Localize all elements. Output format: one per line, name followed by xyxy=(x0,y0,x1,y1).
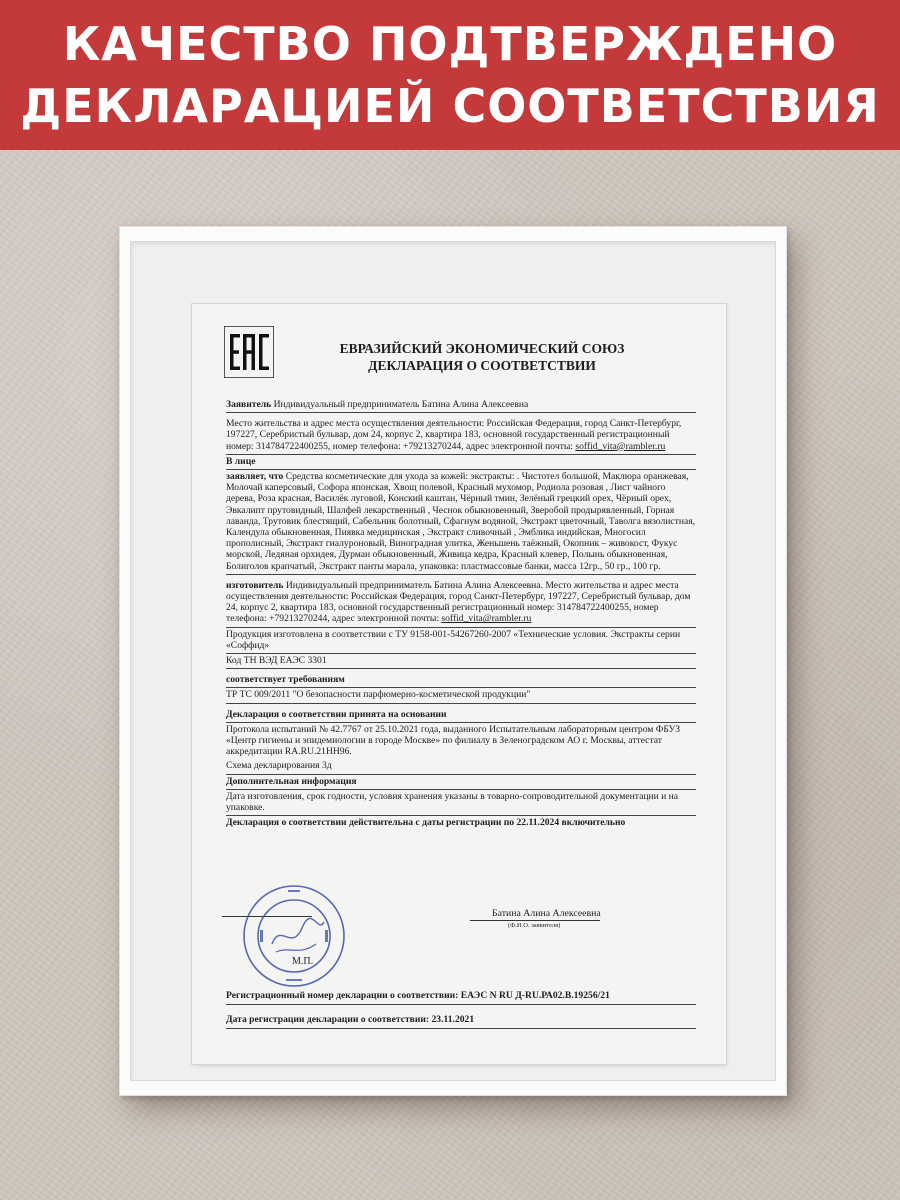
eac-logo-icon xyxy=(224,326,274,378)
registration-number-underline xyxy=(226,1004,696,1005)
additional-value: Дата изготовления, срок годности, условия хранения указаны в товарно-сопроводительной документации и на упаковке. xyxy=(226,790,696,816)
address-text: Место жительства и адрес места осуществления деятельности: Российская Федерация, город Санкт-Петербург, 197227, Серебристый бульвар, дом 24, корпус 2, квартира 183, основной государственный регистрационный номер: 314784722400255, номер телефона: +79213270244, адрес электронной почты: xyxy=(226,418,682,452)
declares-label: заявляет, что xyxy=(226,471,284,483)
additional-label: Дополнительная информация xyxy=(226,775,696,790)
applicant-row xyxy=(226,398,696,413)
validity-row: Декларация о соответствии действительна с даты регистрации по 22.11.2024 включительно xyxy=(226,817,626,829)
registration-date: Дата регистрации декларации о соответствии: 23.11.2021 xyxy=(226,1014,475,1025)
signature-area xyxy=(192,882,726,972)
basis-value: Протокола испытаний № 42.7767 от 25.10.2021 года, выданного Испытательным лабораторным центром ФБУЗ «Центр гигиены и эпидемиологии в городе Москве» по филиалу в Зеленоградском АО г. Москвы, аттестат аккредитации RA.RU.21НН96. xyxy=(226,723,681,758)
produced-per-text: Продукция изготовлена в соответствии с ТУ 9158-001-54267260-2007 «Технические условия. Экстракты серии «Соффид» xyxy=(226,628,681,651)
product-description: Средства косметические для ухода за кожей: экстракты: . Чистотел большой, Маклюра оранжевая, Молочай каперсовый, Софора японская, Хвощ полевой, Красный мухомор, Родиола розовая , Лист чайного дерева, Роза красная, Василёк луговой, Конский каштан, Чёрный тмин, Зелёный грецкий орех, Чёрный орех, Эвкалипт прутовидный, Шалфей лекарственный , Чеснок обыкновенный, Зверобой продырявленный, Горная лаванда, Трутовик блестящий, Сабельник болотный, Сфагнум водяной, Экстракт цветочный, Таволга вязолистная, Календула обыкновенная, Пиявка медицинская , Экстракт сливочный , Эмблика индийская, Многосил прополисный, Экстракт гиалуроновый, Виноградная улитка, Женьшень таёжный, Окопник – живокост, Фукус морской, Ледяная орхидея, Дурман обыкновенный, Живица кедра, Красный клевер, Полынь обыкновенная, Болиголов крапчатый, Экстракт панты марала, упаковка: пластмассовые банки, масса 12гр., 50 гр., 100 гр. xyxy=(226,471,696,572)
manufacturer-email: soffid_vita@rambler.ru xyxy=(441,613,532,625)
address-row xyxy=(226,417,696,455)
document-header xyxy=(282,340,682,374)
union-title: ЕВРАЗИЙСКИЙ ЭКОНОМИЧЕСКИЙ СОЮЗ xyxy=(339,341,625,356)
manufacturer-value: Индивидуальный предприниматель Батина Алина Алексеевна. Место жительства и адрес места осуществления деятельности: Российская Федерация, город Санкт-Петербург, 197227, Серебристый бульвар, дом 24, корпус 2, квартира 183, основной государственный регистрационный номер: 314784722400255, номер телефона: +79213270244, адрес электронной почты: xyxy=(226,579,691,625)
banner-title-line-1: КАЧЕСТВО ПОДТВЕРЖДЕНО xyxy=(62,17,838,71)
applicant-value: Индивидуальный предприниматель Батина Алина Алексеевна xyxy=(273,399,529,410)
manufacturer-row xyxy=(226,579,696,628)
stamp-mark: М.П. xyxy=(292,956,314,967)
declaration-document xyxy=(192,304,726,1064)
picture-frame xyxy=(119,226,787,1096)
signer-caption: (Ф.И.О. заявителя) xyxy=(508,922,561,929)
declaration-body xyxy=(226,398,696,831)
signer-underline xyxy=(470,920,600,921)
manufacturer-label: изготовитель xyxy=(226,579,284,591)
complies-value: ТР ТС 009/2011 "О безопасности парфюмерно-косметической продукции" xyxy=(226,688,696,703)
banner-title-line-2: ДЕКЛАРАЦИЕЙ СООТВЕТСТВИЯ xyxy=(20,79,880,133)
company-stamp-icon xyxy=(240,882,348,990)
registration-number: Регистрационный номер декларации о соответствии: ЕАЭС N RU Д-RU.РА02.В.19256/21 xyxy=(226,990,610,1001)
registration-date-underline xyxy=(226,1028,696,1029)
in-person-row: В лице xyxy=(226,455,696,470)
complies-label: соответствует требованиям xyxy=(226,673,696,688)
basis-label: Декларация о соответствии принята на основании xyxy=(226,708,696,723)
promo-banner xyxy=(0,0,900,150)
applicant-label: Заявитель xyxy=(226,399,272,410)
frame-mat xyxy=(130,241,776,1081)
applicant-email: soffid_vita@rambler.ru xyxy=(575,440,666,452)
produced-per-row xyxy=(226,628,696,654)
signer-name: Батина Алина Алексеевна xyxy=(492,908,601,919)
tn-ved-row: Код ТН ВЭД ЕАЭС 3301 xyxy=(226,654,696,669)
declaration-title: ДЕКЛАРАЦИЯ О СООТВЕТСТВИИ xyxy=(368,358,596,373)
declares-row xyxy=(226,470,696,575)
scheme-row: Схема декларирования 3д xyxy=(226,759,696,774)
